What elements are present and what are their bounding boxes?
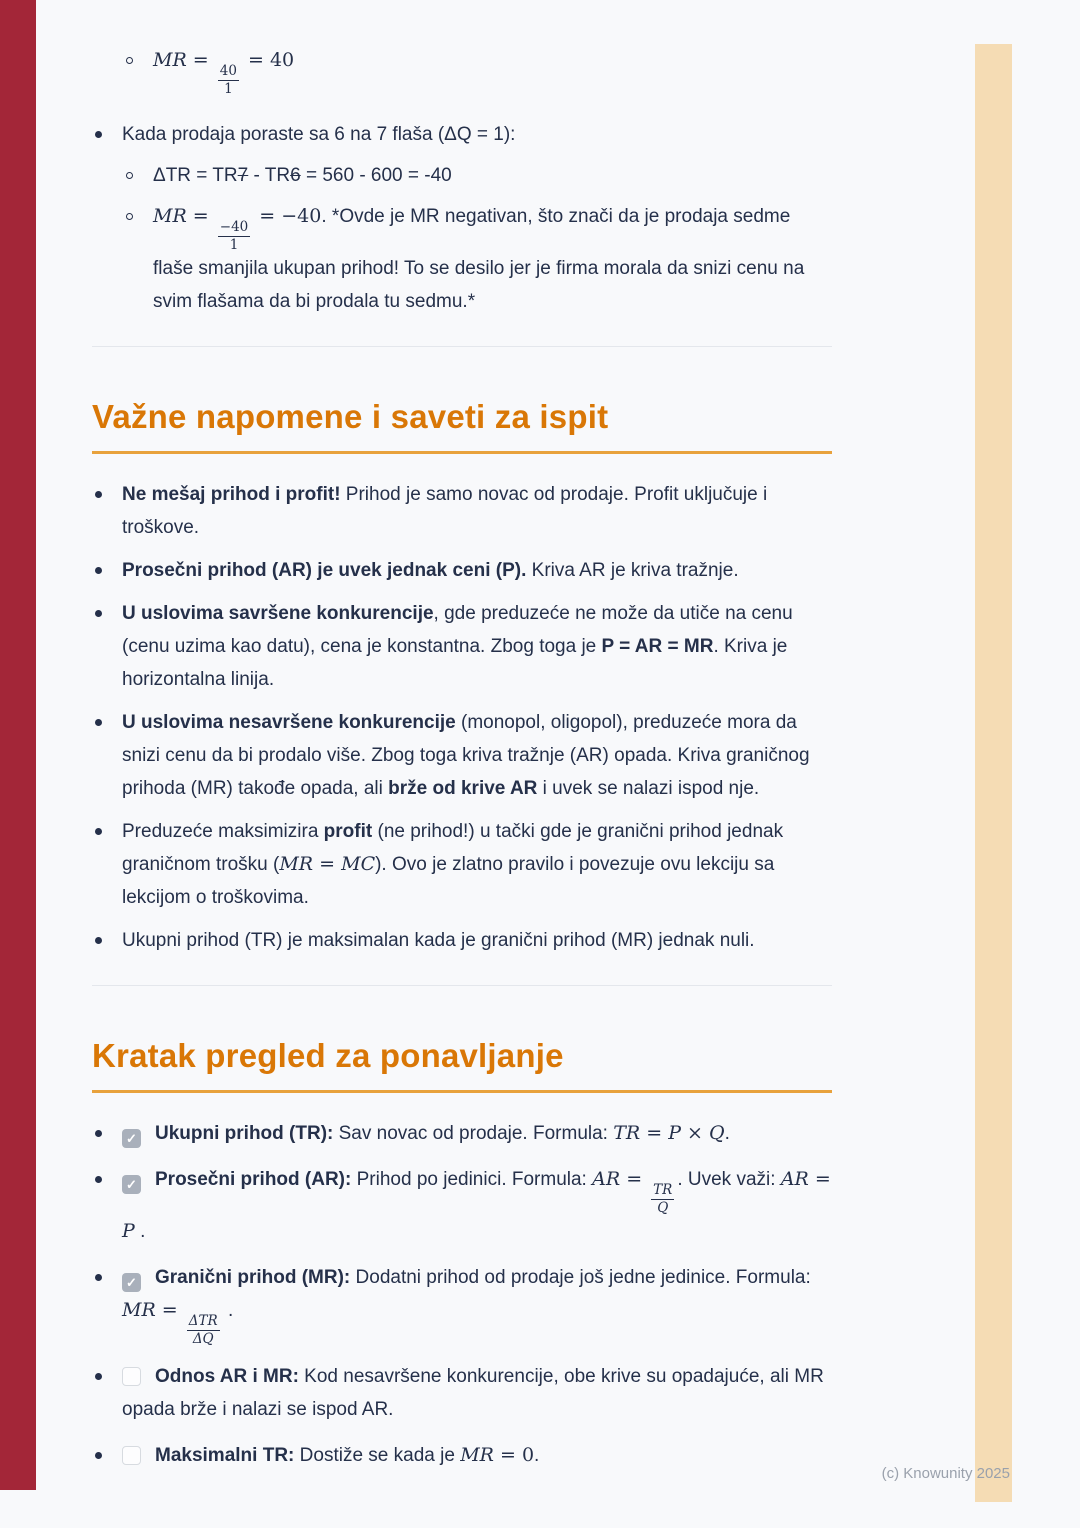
circle-bullet-marker: [126, 213, 133, 220]
list-item-text: [153, 49, 295, 97]
text-run: ). Ovo je zlatno pravilo i povezuje ovu lekciju sa lekcijom o troškovima.: [122, 854, 775, 909]
section-notes: [92, 397, 832, 957]
checkbox-checked-icon[interactable]: ✓: [122, 1129, 141, 1148]
list-item: [92, 597, 832, 696]
list-item-text: [153, 206, 804, 312]
checkbox-checked-icon[interactable]: ✓: [122, 1273, 141, 1292]
text-run: = 560 - 600 = -40: [300, 165, 452, 187]
text-run: P = AR = MR: [601, 636, 714, 658]
list-item: [92, 1163, 832, 1248]
list-item: [92, 1439, 832, 1472]
text-run: , gde preduzeće ne može da utiče na cenu (cenu uzima kao datu), cena je konstantna. Zbog toga je: [122, 603, 793, 658]
fraction-denominator: Q: [657, 1199, 669, 1216]
disc-bullet-marker: [95, 719, 102, 726]
disc-bullet-marker: [95, 610, 102, 617]
text-run: Kada prodaja poraste sa 6 na 7 flaša (ΔQ = 1):: [122, 124, 516, 146]
text-run: U uslovima nesavršene konkurencije: [122, 712, 456, 734]
list-item: [123, 200, 832, 318]
fraction-numerator: −40: [219, 219, 249, 236]
text-run: MC: [341, 853, 376, 876]
disc-bullet-marker: [95, 491, 102, 498]
text-run: Dodatni prihod od prodaje još jedne jedinice. Formula:: [350, 1267, 811, 1289]
list-item: [123, 159, 832, 192]
text-run: - TR: [248, 165, 291, 187]
text-run: . Uvek važi:: [677, 1169, 781, 1191]
text-run: Odnos AR i MR:: [155, 1365, 299, 1387]
text-run: Sav novac od prodaje. Formula:: [333, 1123, 614, 1145]
text-run: Granični prihod (MR):: [155, 1267, 351, 1289]
text-run: AR: [592, 1168, 621, 1191]
fraction-numerator: TR: [653, 1182, 673, 1199]
text-run: (monopol, oligopol), preduzeće mora da snizi cenu da bi prodalo više. Zbog toga kriva tražnje (AR) opada. Kriva graničnog prihoda (MR) takođe opada, ali: [122, 712, 810, 800]
text-run: . Kriva je horizontalna linija.: [122, 636, 788, 691]
list-item: [92, 118, 832, 151]
section-divider-1: [92, 346, 832, 347]
list-item-text: [122, 603, 793, 690]
text-run: Prihod po jedinici. Formula:: [351, 1169, 593, 1191]
text-run: ×: [681, 1122, 710, 1145]
intro-list: [92, 44, 832, 318]
text-run: P: [668, 1122, 682, 1145]
text-run: .: [134, 1221, 146, 1243]
document-content: [92, 44, 832, 1485]
list-item-text: [122, 1169, 831, 1242]
text-run: i uvek se nalazi ispod nje.: [537, 778, 760, 800]
text-run: =: [186, 49, 215, 71]
section-title-review: Kratak pregled za ponavljanje: [92, 1036, 832, 1093]
list-item: [92, 1117, 832, 1150]
list-item: [92, 554, 832, 587]
math-fraction: [218, 64, 239, 96]
text-run: MR: [122, 1299, 156, 1322]
section-review: [92, 1036, 832, 1471]
text-run: TR: [613, 1122, 641, 1145]
text-run: AR: [780, 1168, 809, 1191]
disc-bullet-marker: [95, 1176, 102, 1183]
list-item-text: [122, 1445, 539, 1466]
copyright-footer: (c) Knowunity 2025: [881, 1465, 1010, 1482]
text-run: . *Ovde je MR negativan, što znači da je prodaja sedme flaše smanjila ukupan prihod! To se desilo jer je firma morala da snizi cenu na svim flašama da bi prodala tu sedmu.*: [153, 206, 805, 313]
text-run: MR: [153, 205, 187, 228]
text-run: (ne prihod!) u tački gde je granični prihod jednak graničnom trošku (: [122, 821, 784, 876]
text-run: profit: [323, 821, 373, 843]
section-title-notes: Važne napomene i saveti za ispit: [92, 397, 832, 454]
circle-bullet-marker: [126, 57, 133, 64]
review-checklist: [92, 1117, 832, 1471]
disc-bullet-marker: [95, 828, 102, 835]
text-run: 6: [290, 165, 301, 187]
disc-bullet-marker: [95, 1373, 102, 1380]
text-run: Ukupni prihod (TR):: [155, 1123, 334, 1145]
text-run: Ukupni prihod (TR) je maksimalan kada je granični prihod (MR) jednak nuli.: [122, 930, 755, 952]
text-run: .: [222, 1300, 234, 1322]
text-run: brže od krive AR: [388, 778, 538, 800]
list-item: [92, 924, 832, 957]
list-item: [92, 706, 832, 805]
list-item-text: [122, 1366, 824, 1420]
list-item-text: [122, 930, 755, 951]
text-run: .: [534, 1444, 540, 1466]
text-run: =: [186, 205, 215, 228]
text-run: Prosečni prihod (AR):: [155, 1169, 352, 1191]
text-run: =: [155, 1299, 184, 1322]
list-item-text: [153, 165, 452, 186]
fraction-denominator: 1: [224, 80, 233, 97]
circle-bullet-marker: [126, 172, 133, 179]
text-run: Maksimalni TR:: [155, 1444, 295, 1466]
disc-bullet-marker: [95, 131, 102, 138]
checkbox-checked-icon[interactable]: ✓: [122, 1175, 141, 1194]
text-run: MR: [279, 853, 314, 876]
list-item-text: [122, 1122, 730, 1147]
list-item-text: [122, 124, 515, 145]
text-run: P: [122, 1220, 135, 1243]
list-item: [92, 478, 832, 544]
text-run: =: [620, 1168, 649, 1191]
notes-list: [92, 478, 832, 957]
text-run: 7: [237, 165, 249, 187]
text-run: =: [808, 1168, 831, 1191]
text-run: Kriva AR je kriva tražnje.: [526, 560, 739, 582]
text-run: .: [724, 1123, 730, 1145]
text-run: =: [640, 1122, 669, 1145]
text-run: Preduzeće maksimizira: [122, 821, 324, 843]
text-run: MR: [460, 1443, 494, 1466]
list-item-text: [122, 484, 767, 538]
text-run: MR: [153, 49, 187, 71]
math-fraction: [187, 1314, 220, 1346]
list-item-text: [122, 821, 783, 908]
text-run: Q: [709, 1122, 725, 1145]
math-fraction: [651, 1183, 674, 1215]
text-run: ΔTR = TR: [153, 165, 238, 187]
section-divider-2: [92, 985, 832, 986]
text-run: = −40: [253, 205, 322, 228]
list-item-text: [122, 712, 810, 799]
text-run: Prosečni prihod (AR) je uvek jednak ceni (P).: [122, 560, 527, 582]
fraction-denominator: 1: [229, 236, 239, 253]
list-item: [92, 1360, 832, 1426]
disc-bullet-marker: [95, 1452, 102, 1459]
text-run: Ne mešaj prihod i profit!: [122, 484, 341, 506]
text-run: = 0: [493, 1443, 535, 1466]
fraction-numerator: 40: [219, 63, 237, 79]
list-item: [92, 1261, 832, 1346]
text-run: Prihod je samo novac od prodaje. Profit uključuje i troškove.: [122, 484, 768, 539]
fraction-denominator: ΔQ: [192, 1331, 214, 1348]
text-run: =: [313, 853, 342, 876]
fraction-numerator: ΔTR: [188, 1313, 218, 1330]
right-margin-band: [975, 44, 1012, 1502]
text-run: Dostiže se kada je: [294, 1444, 461, 1466]
disc-bullet-marker: [95, 567, 102, 574]
text-run: = 40: [241, 49, 295, 71]
checkbox-unchecked-icon[interactable]: [122, 1446, 141, 1465]
list-item: [123, 44, 832, 96]
left-accent-bar: [0, 0, 36, 1490]
checkbox-unchecked-icon[interactable]: [122, 1367, 141, 1386]
disc-bullet-marker: [95, 937, 102, 944]
math-fraction: [218, 220, 251, 252]
disc-bullet-marker: [95, 1274, 102, 1281]
list-item-text: [122, 560, 739, 581]
list-item: [92, 815, 832, 914]
text-run: Kod nesavršene konkurencije, obe krive su opadajuće, ali MR opada brže i nalazi se ispod AR.: [122, 1365, 824, 1420]
disc-bullet-marker: [95, 1130, 102, 1137]
text-run: U uslovima savršene konkurencije: [122, 603, 434, 625]
